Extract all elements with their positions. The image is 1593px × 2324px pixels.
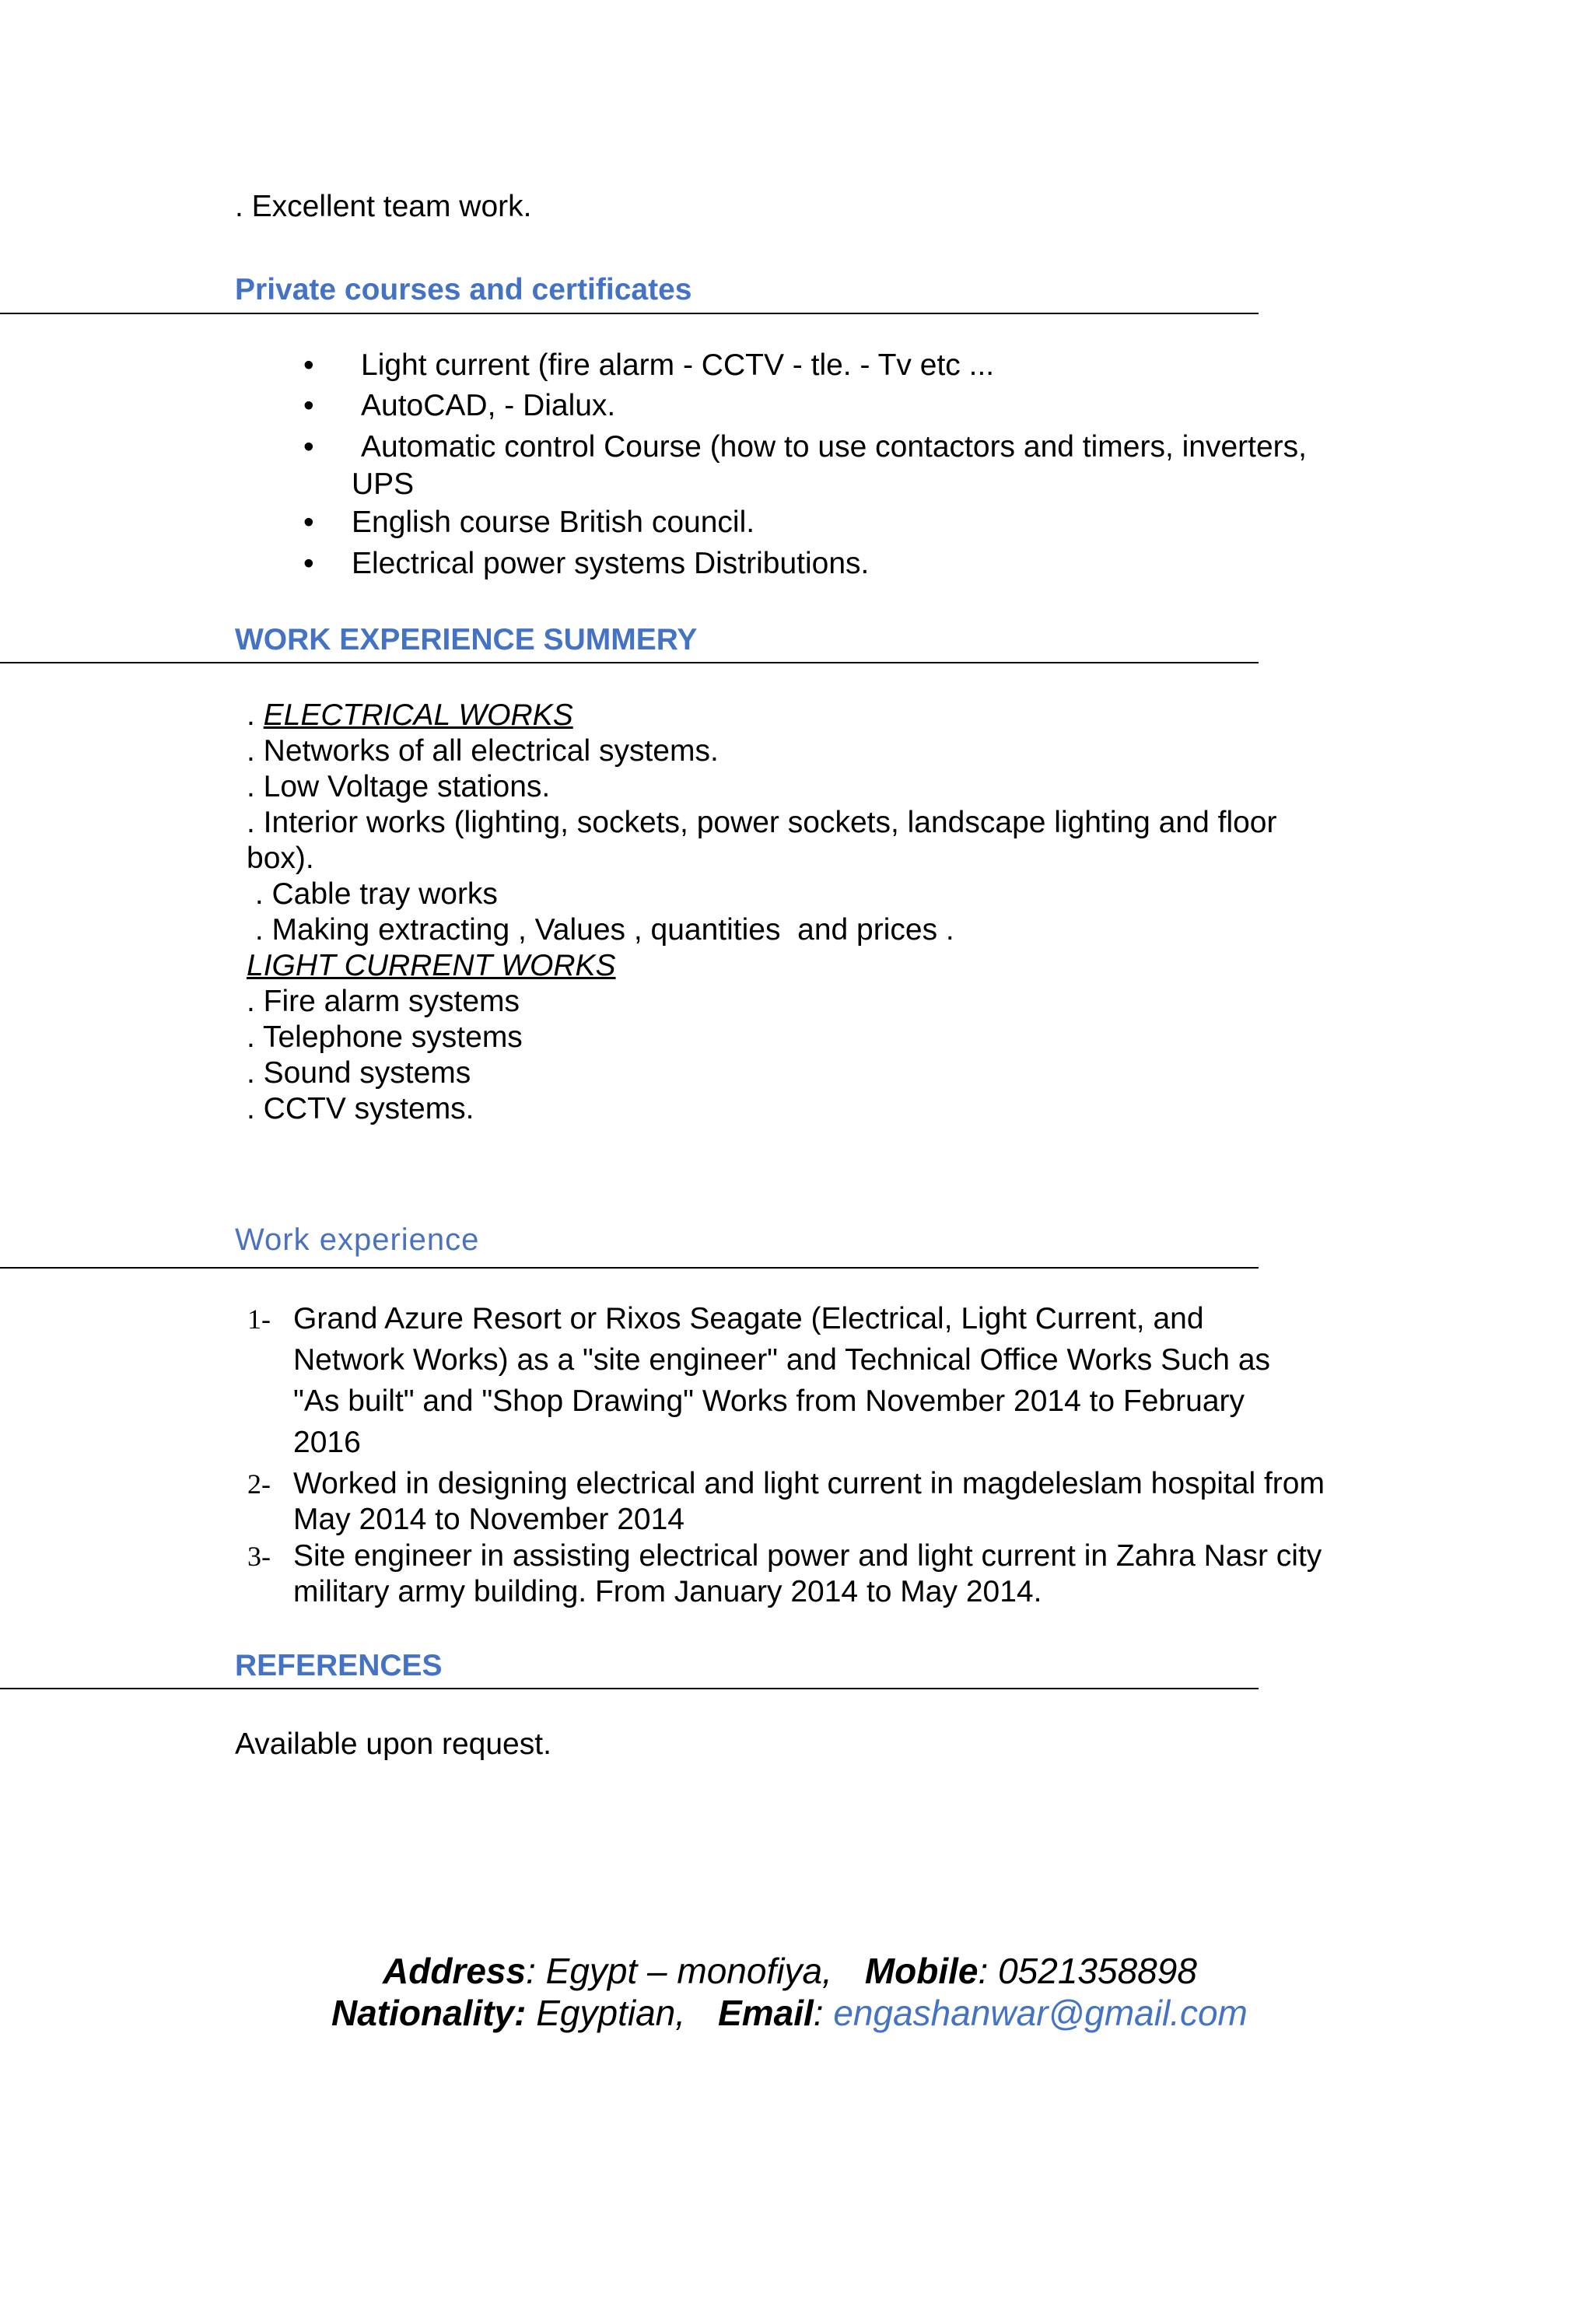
summary-line: . Networks of all electrical systems. bbox=[247, 734, 719, 768]
light-current-title: LIGHT CURRENT WORKS bbox=[247, 949, 616, 982]
mobile-value: : 0521358898 bbox=[978, 1951, 1197, 1991]
experience-heading: Work experience bbox=[235, 1223, 480, 1257]
electrical-works-title: . ELECTRICAL WORKS bbox=[247, 698, 573, 732]
summary-line: . Making extracting , Values , quantities and prices . bbox=[247, 913, 954, 947]
email-link[interactable]: engashanwar@gmail.com bbox=[833, 1993, 1248, 2033]
nationality-label: Nationality: bbox=[331, 1993, 527, 2033]
course-item: • Light current (fire alarm - CCTV - tle. - Tv etc ... bbox=[303, 348, 995, 382]
address-value: : Egypt – monofiya, bbox=[526, 1951, 832, 1991]
summary-line: . Low Voltage stations. bbox=[247, 770, 551, 803]
summary-heading: WORK EXPERIENCE SUMMERY bbox=[235, 623, 698, 656]
experience-line: "As built" and "Shop Drawing" Works from November 2014 to February bbox=[293, 1384, 1245, 1418]
references-heading: REFERENCES bbox=[235, 1649, 443, 1682]
mobile-label: Mobile bbox=[864, 1951, 979, 1991]
summary-line: . Interior works (lighting, sockets, power sockets, landscape lighting and floor bbox=[247, 806, 1277, 839]
bullet-icon: • bbox=[303, 430, 314, 464]
experience-line: May 2014 to November 2014 bbox=[293, 1503, 684, 1536]
course-item: • Automatic control Course (how to use contactors and timers, inverters, bbox=[303, 430, 1308, 464]
nationality-value: Egyptian, bbox=[526, 1993, 686, 2033]
team-work-line: . Excellent team work. bbox=[235, 190, 532, 223]
bullet-icon: • bbox=[303, 348, 314, 382]
summary-line: box). bbox=[247, 842, 314, 875]
experience-line: military army building. From January 2014 to May 2014. bbox=[293, 1575, 1042, 1608]
bullet-icon: • bbox=[303, 547, 314, 580]
footer-line-1 bbox=[383, 1953, 1197, 1989]
experience-line: Site engineer in assisting electrical power and light current in Zahra Nasr city bbox=[293, 1539, 1322, 1573]
section-divider bbox=[0, 1688, 1259, 1689]
experience-number: 2- bbox=[247, 1468, 271, 1500]
summary-line: . Cable tray works bbox=[247, 877, 498, 911]
summary-line: . Sound systems bbox=[247, 1056, 471, 1090]
section-divider bbox=[0, 313, 1259, 314]
experience-line: Worked in designing electrical and light current in magdeleslam hospital from bbox=[293, 1467, 1325, 1500]
course-item-continuation: UPS bbox=[352, 467, 415, 501]
experience-number: 3- bbox=[247, 1541, 271, 1572]
courses-heading: Private courses and certificates bbox=[235, 273, 692, 306]
experience-number: 1- bbox=[247, 1304, 271, 1335]
bullet-icon: • bbox=[303, 389, 314, 422]
summary-line: . CCTV systems. bbox=[247, 1092, 474, 1125]
course-item: • English course British council. bbox=[303, 506, 755, 539]
section-divider bbox=[0, 1267, 1259, 1269]
footer-line-2: Nationality: Egyptian, Email: engashanwar@gmail.com bbox=[331, 1993, 1248, 2033]
email-label: Email bbox=[718, 1993, 814, 2033]
course-item: • AutoCAD, - Dialux. bbox=[303, 389, 616, 422]
bullet-icon: • bbox=[303, 506, 314, 539]
course-item: • Electrical power systems Distributions. bbox=[303, 547, 870, 580]
section-divider bbox=[0, 662, 1259, 663]
summary-line: . Fire alarm systems bbox=[247, 985, 520, 1018]
address-label: Address bbox=[383, 1951, 527, 1991]
experience-line: Network Works) as a "site engineer" and Technical Office Works Such as bbox=[293, 1343, 1271, 1377]
references-text: Available upon request. bbox=[235, 1727, 551, 1761]
experience-line: Grand Azure Resort or Rixos Seagate (Electrical, Light Current, and bbox=[293, 1302, 1204, 1335]
experience-line: 2016 bbox=[293, 1426, 361, 1459]
summary-line: . Telephone systems bbox=[247, 1020, 523, 1054]
